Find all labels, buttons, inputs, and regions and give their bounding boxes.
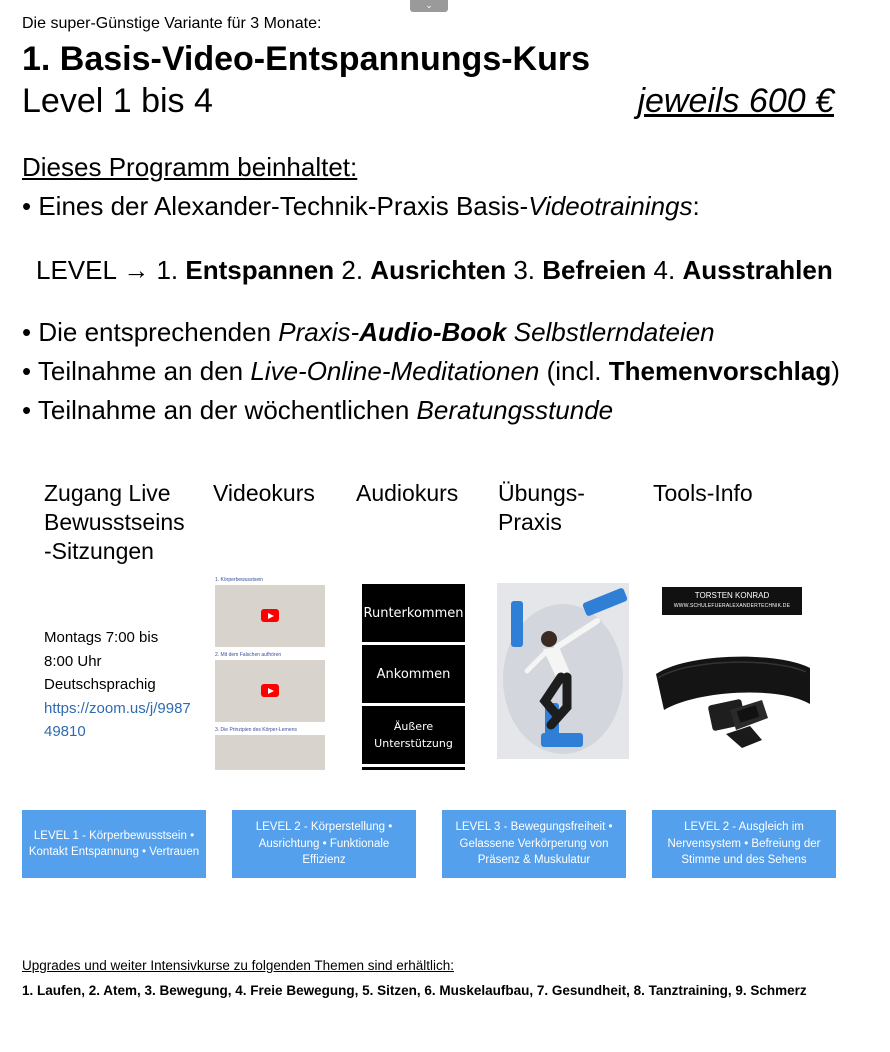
levels-line xyxy=(36,255,833,286)
level-number: 3. xyxy=(506,255,543,285)
bullet-text: • Teilnahme an der wöchentlichen xyxy=(22,395,417,425)
video-preview[interactable] xyxy=(215,585,325,647)
intro-text: Die super-Günstige Variante für 3 Monate: xyxy=(22,15,322,32)
level-name: Befreien xyxy=(542,255,647,285)
video-caption: 3. Die Prinzipien des Körper-Lernens xyxy=(215,727,297,733)
heading-line: Zugang Live xyxy=(44,480,171,506)
program-bullet-audiobook xyxy=(22,317,715,348)
bullet-text: • Eines der Alexander-Technik-Praxis Basis- xyxy=(22,191,529,221)
program-heading: Dieses Programm beinhaltet: xyxy=(22,152,358,182)
video-preview[interactable] xyxy=(215,660,325,722)
level-number: 1. xyxy=(156,255,186,285)
heading-line: Praxis xyxy=(498,509,562,535)
band-website: WWW.SCHULEFUERALEXANDERTECHNIK.DE xyxy=(673,603,791,609)
upgrades-list: 1. Laufen, 2. Atem, 3. Bewegung, 4. Freie Bewegung, 5. Sitzen, 6. Muskelaufbau, 7. Gesundheit, 8. Tanztraining, 9. Schmerz xyxy=(22,983,807,998)
program-bullet-consultation xyxy=(22,395,613,426)
course-subtitle: Level 1 bis 4 xyxy=(22,82,213,120)
schedule-line: 8:00 Uhr xyxy=(44,652,102,670)
column-heading-tools: Tools-Info xyxy=(653,480,753,506)
audio-tile xyxy=(362,767,465,770)
level-card[interactable]: LEVEL 3 - Bewegungsfreiheit • Gelassene Verkörperung von Präsenz & Muskulatur xyxy=(442,810,626,878)
bullet-text: ) xyxy=(831,356,840,386)
practice-photo xyxy=(497,583,629,759)
program-bullet-videotraining xyxy=(22,191,700,222)
audio-tile-line: Unterstützung xyxy=(374,737,453,750)
audio-tile-line: Äußere xyxy=(393,720,434,733)
level-card[interactable]: LEVEL 1 - Körperbewusstsein • Kontakt Entspannung • Vertrauen xyxy=(22,810,206,878)
zoom-link[interactable]: https://zoom.us/j/998749810 xyxy=(44,699,191,740)
price: jeweils 600 € xyxy=(637,82,834,120)
column-heading-video: Videokurs xyxy=(213,480,315,506)
audio-course-thumbnail[interactable] xyxy=(362,584,465,770)
heading-line: Bewusstseins xyxy=(44,509,185,535)
schedule-line: Montags 7:00 bis xyxy=(44,629,159,646)
band-name: TORSTEN KONRAD xyxy=(694,591,770,600)
level-number: 2. xyxy=(334,255,371,285)
schedule-line: Deutschsprachig xyxy=(44,676,156,693)
audio-tile: Ankommen xyxy=(362,645,465,703)
bullet-text: : xyxy=(692,191,700,221)
audio-tile: Runterkommen xyxy=(362,584,465,642)
bullet-strong: Audio-Book xyxy=(359,317,507,347)
program-bullet-meditation xyxy=(22,356,840,387)
course-title: 1. Basis-Video-Entspannungs-Kurs xyxy=(22,40,591,78)
level-card[interactable]: LEVEL 2 - Körperstellung • Ausrichtung • Funktionale Effizienz xyxy=(232,810,416,878)
level-name: Ausstrahlen xyxy=(682,255,833,285)
heading-line: -Sitzungen xyxy=(44,538,154,564)
level-card[interactable]: LEVEL 2 - Ausgleich im Nervensystem • Befreiung der Stimme und des Sehens xyxy=(652,810,836,878)
video-caption: 2. Mit dem Falschen aufhören xyxy=(215,652,282,658)
chevron-down-icon: ⌄ xyxy=(425,0,433,10)
bullet-text: • Teilnahme an den xyxy=(22,356,251,386)
heading-line: Übungs- xyxy=(498,480,585,506)
video-course-thumbnail[interactable] xyxy=(215,576,329,770)
belt-image xyxy=(650,648,816,754)
bullet-emphasis: Beratungsstunde xyxy=(416,395,614,425)
level-name: Ausrichten xyxy=(370,255,507,285)
audio-tile xyxy=(362,706,465,764)
video-preview[interactable] xyxy=(215,735,325,770)
name-band xyxy=(662,587,802,615)
play-icon[interactable] xyxy=(261,684,279,697)
live-schedule xyxy=(44,626,194,744)
level-number: 4. xyxy=(646,255,683,285)
bullet-text: (incl. xyxy=(539,356,609,386)
levels-prefix: LEVEL → xyxy=(36,255,157,285)
level-name: Entspannen xyxy=(185,255,335,285)
bullet-strong: Themenvorschlag xyxy=(608,356,832,386)
upgrades-heading: Upgrades und weiter Intensivkurse zu folgenden Themen sind erhältlich: xyxy=(22,958,454,973)
bullet-emphasis: Live-Online-Meditationen xyxy=(250,356,540,386)
bullet-emphasis: Selbstlerndateien xyxy=(506,317,715,347)
column-heading-audio: Audiokurs xyxy=(356,480,459,506)
bullet-text: • Die entsprechenden xyxy=(22,317,279,347)
column-heading-practice xyxy=(498,479,585,537)
video-caption: 1. Körperbewusstsein xyxy=(215,577,264,583)
bullet-emphasis: Videotrainings xyxy=(528,191,693,221)
column-heading-live xyxy=(44,479,185,566)
bullet-emphasis: Praxis- xyxy=(278,317,360,347)
collapse-toggle-button[interactable] xyxy=(410,0,448,12)
play-icon[interactable] xyxy=(261,609,279,622)
